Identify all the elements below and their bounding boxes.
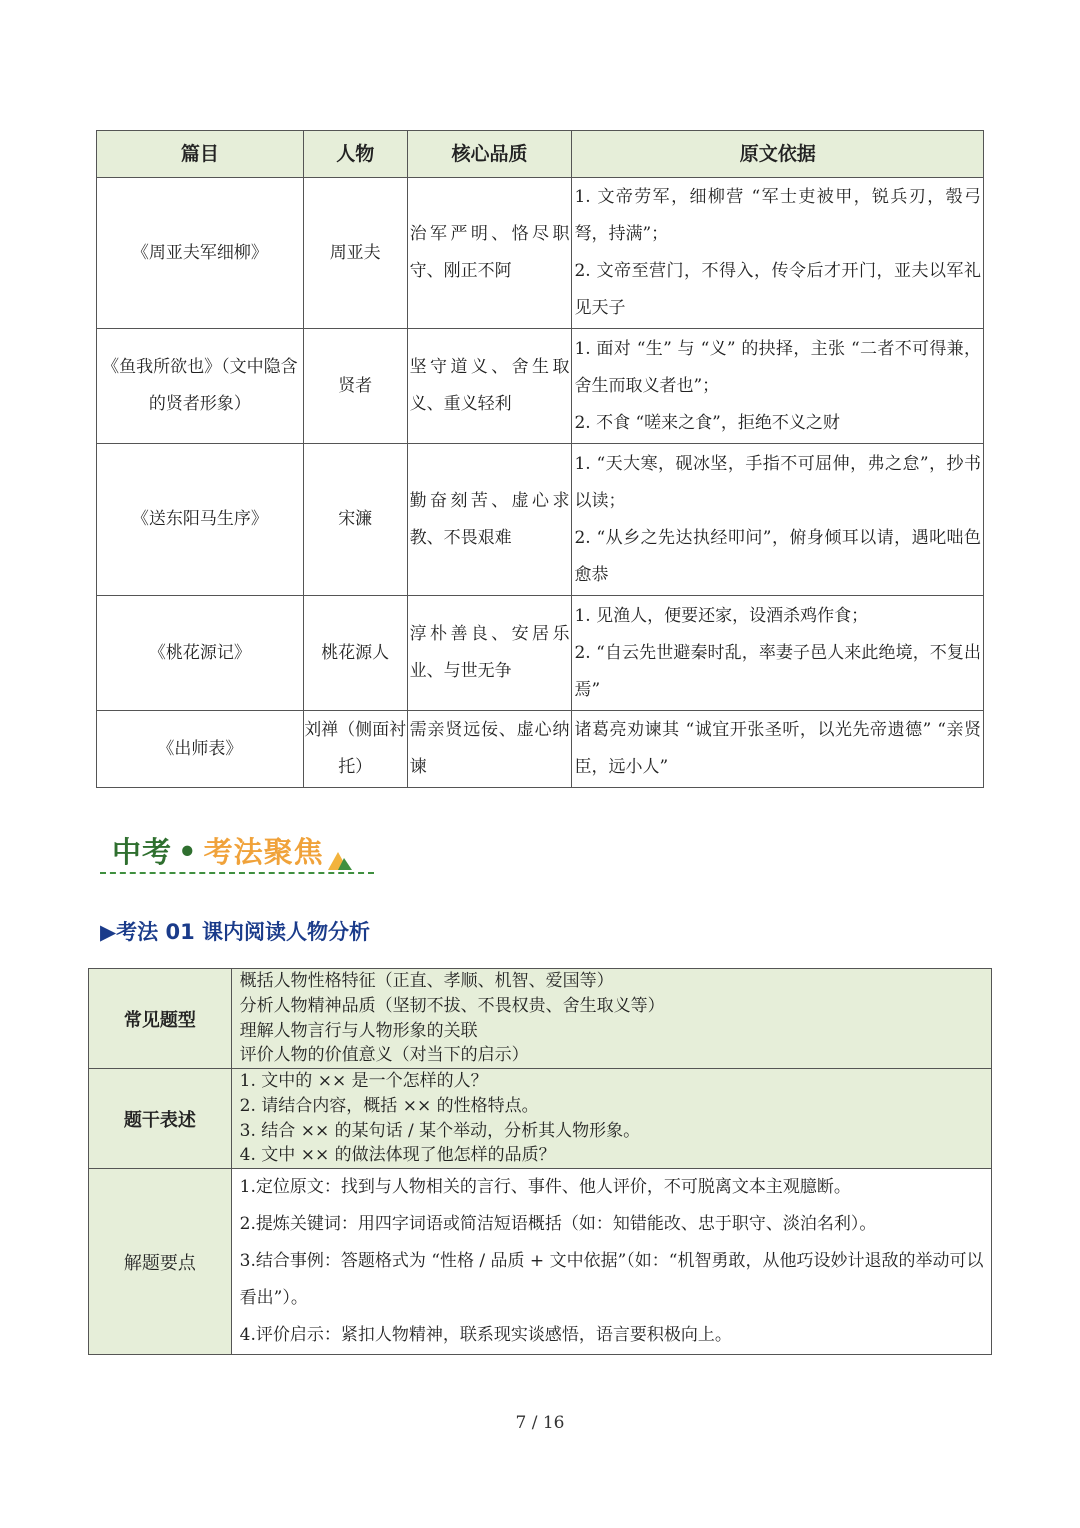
row-evidence [572, 711, 984, 788]
table-row [89, 1069, 992, 1169]
evidence-item: 1. 面对 “生” 与 “义” 的抉择，主张 “二者不可得兼，舍生而取义者也”； [574, 338, 981, 396]
row-quality: 需亲贤远佞、虚心纳谏 [407, 711, 572, 788]
row-title: 《出师表》 [97, 711, 304, 788]
content-line: 理解人物言行与人物形象的关联 [239, 1020, 478, 1041]
table-header-row [97, 131, 984, 178]
row-evidence [572, 178, 984, 329]
table-row [97, 178, 984, 329]
row-title: 《送东阳马生序》 [97, 444, 304, 596]
character-table [96, 130, 984, 788]
banner-dot: • [178, 835, 198, 869]
table-row [89, 1169, 992, 1355]
row-content [231, 1169, 991, 1355]
evidence-item: 1. “天大寒，砚冰坚，手指不可屈伸，弗之怠”，抄书以读； [574, 453, 981, 511]
row-person: 刘禅（侧面衬托） [303, 711, 407, 788]
row-evidence [572, 444, 984, 596]
content-line: 3.结合事例：答题格式为 “性格 / 品质 + 文中依据”（如：“机智勇敢，从他巧设妙计退敌的举动可以看出”）。 [239, 1251, 984, 1308]
header-evidence: 原文依据 [572, 131, 984, 178]
row-person: 桃花源人 [303, 596, 407, 711]
content-line: 2.提炼关键词：用四字词语或简洁短语概括（如：知错能改、忠于职守、淡泊名利）。 [239, 1214, 877, 1234]
method-table [88, 968, 992, 1355]
section-banner [100, 826, 380, 882]
banner-part2: 考法聚焦 [203, 835, 324, 869]
banner-dashed-line [100, 872, 374, 874]
table-row [97, 596, 984, 711]
evidence-item: 1. 见渔人，便要还家，设酒杀鸡作食； [574, 605, 869, 626]
row-evidence [572, 596, 984, 711]
content-line: 4.评价启示：紧扣人物精神，联系现实谈感悟，语言要积极向上。 [239, 1325, 732, 1345]
content-line: 1. 文中的 ×× 是一个怎样的人？ [239, 1071, 488, 1092]
content-line: 分析人物精神品质（坚韧不拔、不畏权贵、舍生取义等） [239, 995, 665, 1016]
header-quality: 核心品质 [407, 131, 572, 178]
evidence-item: 2. “从乡之先达执经叩问”，俯身倾耳以请，遇叱咄色愈恭 [574, 527, 981, 585]
content-line: 概括人物性格特征（正直、孝顺、机智、爱国等） [239, 971, 614, 992]
row-person: 宋濂 [303, 444, 407, 596]
evidence-item: 1. 文帝劳军，细柳营 “军士吏被甲，锐兵刃，彀弓弩，持满”； [574, 187, 981, 244]
row-person: 贤者 [303, 329, 407, 444]
row-label: 题干表述 [89, 1069, 232, 1169]
table-row [97, 711, 984, 788]
table-row [89, 969, 992, 1069]
row-title: 《鱼我所欲也》（文中隐含的贤者形象） [97, 329, 304, 444]
banner-title [112, 830, 324, 871]
section-title: ▶考法 01 课内阅读人物分析 [100, 920, 370, 944]
evidence-item: 2. 文帝至营门，不得入，传令后才开门，亚夫以军礼见天子 [574, 261, 981, 318]
content-line: 评价人物的价值意义（对当下的启示） [239, 1045, 529, 1066]
evidence-item: 2. 不食 “嗟来之食”，拒绝不义之财 [574, 412, 840, 433]
content-line: 1.定位原文：找到与人物相关的言行、事件、他人评价，不可脱离文本主观臆断。 [239, 1177, 851, 1197]
banner-triangle-icon [328, 850, 352, 872]
evidence-item: 诸葛亮劝谏其 “诚宜开张圣听，以光先帝遗德” “亲贤臣，远小人” [574, 720, 981, 777]
row-label: 常见题型 [89, 969, 232, 1069]
row-quality: 淳朴善良、安居乐业、与世无争 [407, 596, 572, 711]
page-number: 7 / 16 [515, 1413, 565, 1433]
row-content [231, 1069, 991, 1169]
row-content [231, 969, 991, 1069]
row-title: 《桃花源记》 [97, 596, 304, 711]
row-quality: 治军严明、恪尽职守、刚正不阿 [407, 178, 572, 329]
row-title: 《周亚夫军细柳》 [97, 178, 304, 329]
row-quality: 勤奋刻苦、虚心求教、不畏艰难 [407, 444, 572, 596]
row-quality: 坚守道义、舍生取义、重义轻利 [407, 329, 572, 444]
banner-part1: 中考 [112, 835, 173, 869]
content-line: 4. 文中 ×× 的做法体现了他怎样的品质？ [239, 1145, 556, 1166]
row-label: 解题要点 [89, 1169, 232, 1355]
content-line: 2. 请结合内容，概括 ×× 的性格特点。 [239, 1095, 539, 1116]
row-person: 周亚夫 [303, 178, 407, 329]
row-evidence [572, 329, 984, 444]
table-row [97, 329, 984, 444]
table-row [97, 444, 984, 596]
header-person: 人物 [303, 131, 407, 178]
header-title: 篇目 [97, 131, 304, 178]
evidence-item: 2. “自云先世避秦时乱，率妻子邑人来此绝境，不复出焉” [574, 642, 981, 700]
content-line: 3. 结合 ×× 的某句话 / 某个举动，分析其人物形象。 [239, 1120, 641, 1141]
